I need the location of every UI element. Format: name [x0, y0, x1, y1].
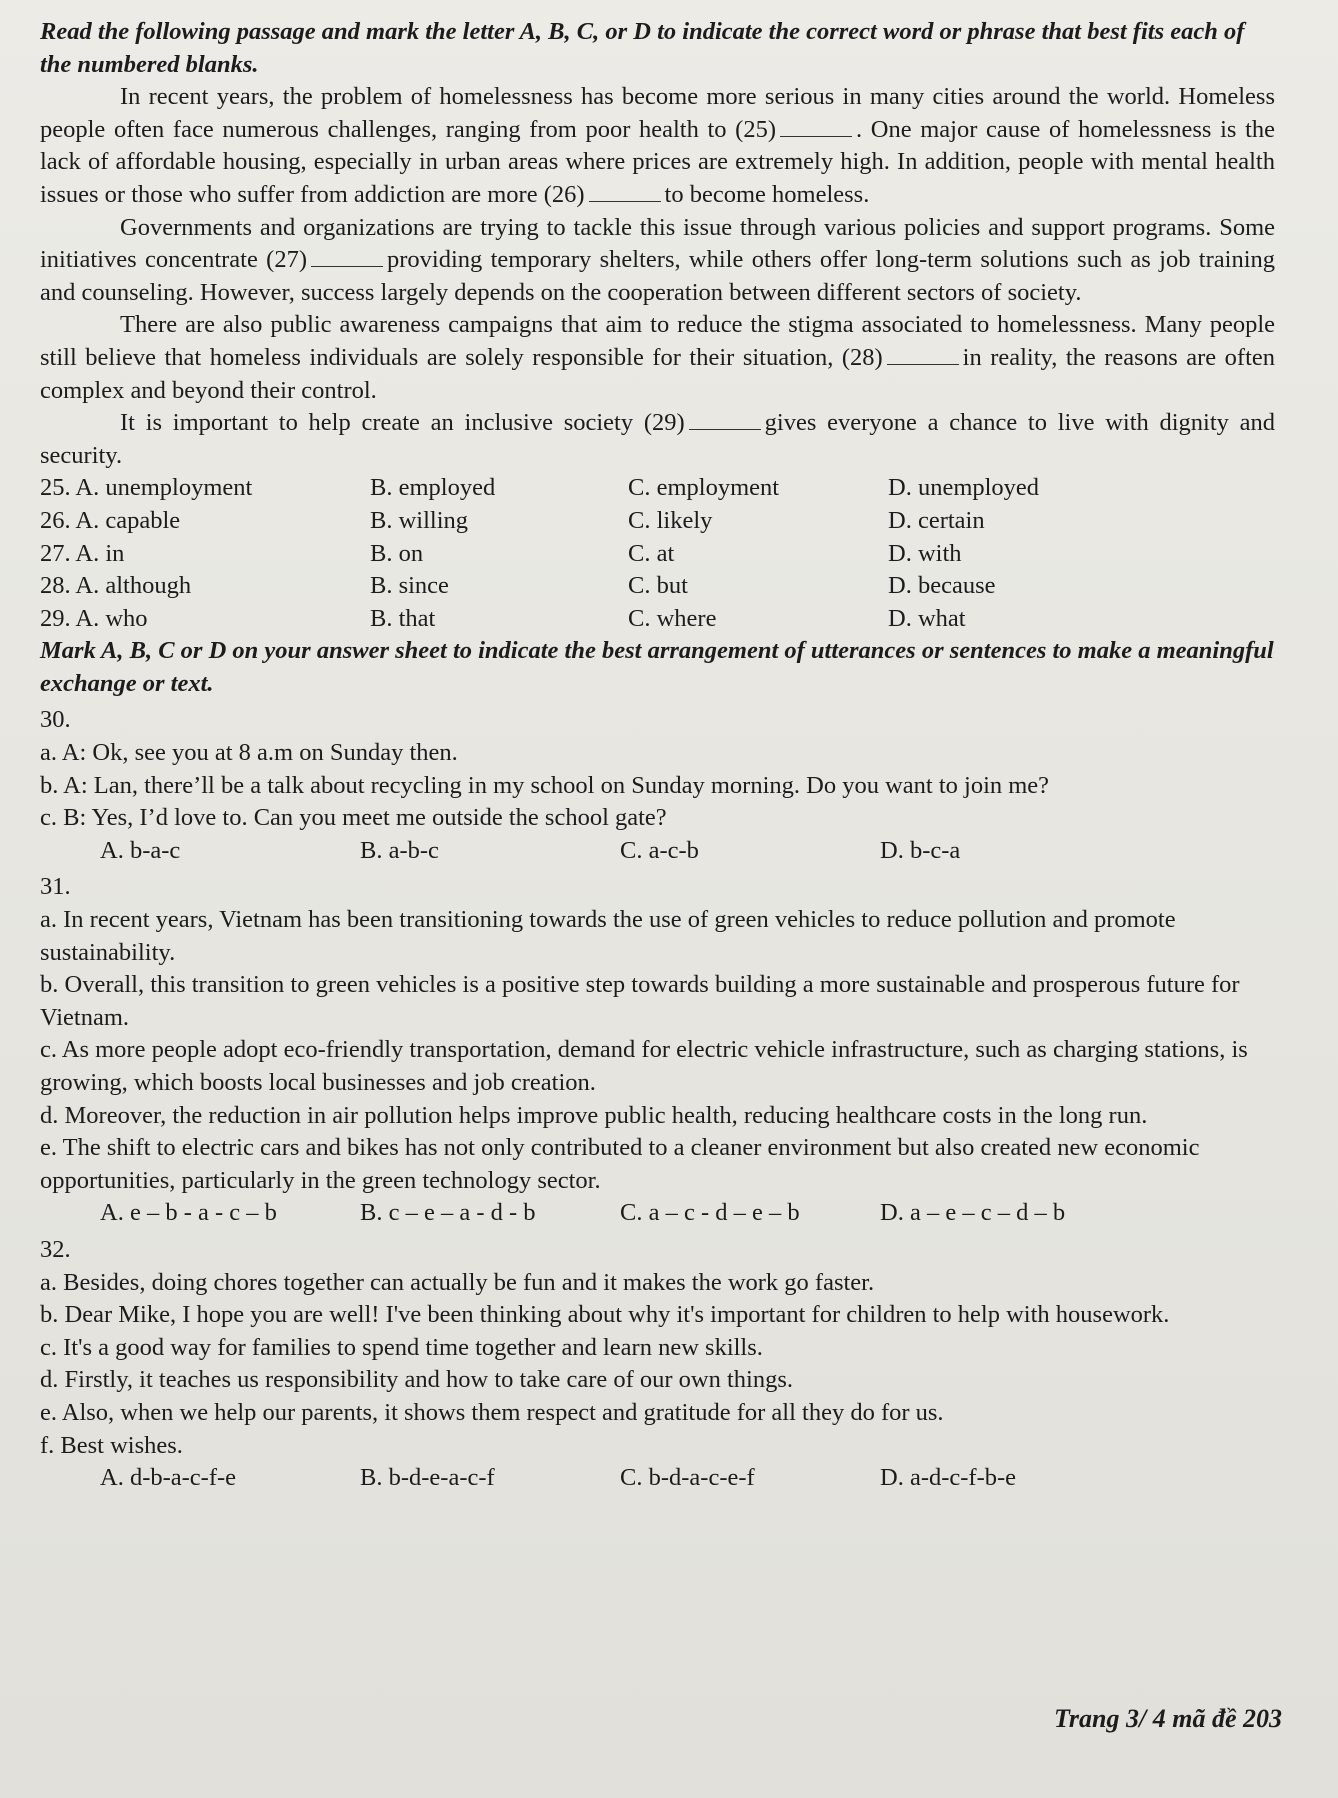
question-number: 31.	[40, 873, 71, 901]
option-c: C. a – c - d – e – b	[620, 1199, 800, 1227]
passage-paragraph-1	[40, 81, 1275, 211]
page-footer: Trang 3/ 4 mã đề 203	[1054, 1704, 1282, 1733]
instruction-reading: Read the following passage and mark the letter A, B, C, or D to indicate the correct word or phrase that best fits each of the numbered blanks.	[40, 18, 1245, 78]
passage-paragraph-2	[40, 212, 1275, 310]
option-c: C. but	[628, 572, 688, 600]
option-d: D. what	[888, 604, 966, 632]
option-a: 29. A. who	[40, 604, 148, 632]
answer-options	[40, 1197, 1275, 1230]
question-26	[40, 505, 1275, 538]
sentence: e. The shift to electric cars and bikes has not only contributed to a cleaner environment but also created new economic opportunities, particularly in the green technology sector.	[40, 1134, 1200, 1194]
option-d: D. because	[888, 572, 996, 600]
option-b: B. on	[370, 539, 424, 567]
sentence: d. Moreover, the reduction in air pollution helps improve public health, reducing healthcare costs in the long run.	[40, 1101, 1148, 1129]
sentence: e. Also, when we help our parents, it shows them respect and gratitude for all they do for us.	[40, 1398, 944, 1426]
blank-28	[887, 346, 959, 365]
option-c: C. likely	[628, 506, 713, 534]
passage-text: Governments and organizations are trying to tackle this issue through various policies and support programs. Some initiatives concentrate (27)	[40, 213, 1275, 274]
fill-questions	[40, 472, 1275, 635]
option-b: B. since	[370, 572, 449, 600]
sentence: b. Overall, this transition to green vehicles is a positive step towards building a more sustainable and prosperous future for Vietnam.	[40, 971, 1240, 1031]
blank-26	[589, 183, 661, 202]
question-29	[40, 603, 1275, 636]
blank-29	[689, 411, 761, 430]
option-b: B. b-d-e-a-c-f	[360, 1464, 495, 1492]
question-25	[40, 472, 1275, 505]
passage-text: In recent years, the problem of homelessness has become more serious in many cities around the world. Homeless people often face numerous challenges, ranging from poor health to (25)	[40, 83, 1275, 143]
option-a: A. d-b-a-c-f-e	[100, 1464, 237, 1492]
utterance: a. A: Ok, see you at 8 a.m on Sunday then.	[40, 739, 458, 767]
passage-text: There are also public awareness campaigns that aim to reduce the stigma associated to homelessness. Many people still believe that homeless individuals are solely responsible for their situation, (28)	[40, 311, 1275, 371]
blank-25	[780, 118, 852, 137]
option-b: B. that	[370, 604, 436, 632]
question-27	[40, 538, 1275, 571]
option-b: B. a-b-c	[360, 836, 439, 864]
passage-text: . One major cause of homelessness is the lack of affordable housing, especially in urban areas where prices are extremely high. In addition, people with mental health issues or those who suffer from addiction are more (26)	[40, 115, 1275, 208]
sentence: c. It's a good way for families to spend time together and learn new skills.	[40, 1333, 763, 1361]
question-31	[40, 871, 1275, 1230]
option-b: B. employed	[370, 474, 496, 502]
sentence: a. Besides, doing chores together can actually be fun and it makes the work go faster.	[40, 1268, 875, 1296]
passage-text: providing temporary shelters, while others offer long-term solutions such as job training and counseling. However, success largely depends on the cooperation between different sectors of society.	[40, 246, 1276, 306]
option-a: A. e – b - a - c – b	[100, 1199, 277, 1227]
passage-text: It is important to help create an inclusive society (29)	[120, 409, 685, 437]
sentence: f. Best wishes.	[40, 1431, 183, 1459]
option-d: D. a-d-c-f-b-e	[880, 1464, 1017, 1492]
option-a: A. b-a-c	[100, 836, 181, 864]
sentence: d. Firstly, it teaches us responsibility and how to take care of our own things.	[40, 1366, 794, 1394]
passage-text: gives everyone a chance to live with dignity and security.	[40, 409, 1276, 469]
option-d: D. with	[888, 539, 962, 567]
question-number: 30.	[40, 706, 71, 734]
option-c: C. b-d-a-c-e-f	[620, 1464, 755, 1492]
option-c: C. where	[628, 604, 717, 632]
option-c: C. employment	[628, 474, 780, 502]
page-content	[40, 16, 1275, 1495]
passage-text: to become homeless.	[664, 180, 870, 208]
sentence: b. Dear Mike, I hope you are well! I've been thinking about why it's important for children to help with housework.	[40, 1301, 1170, 1329]
answer-options	[40, 1462, 1275, 1495]
option-c: C. at	[628, 539, 675, 567]
option-d: D. b-c-a	[880, 836, 961, 864]
option-b: B. willing	[370, 506, 469, 534]
instruction-arrangement: Mark A, B, C or D on your answer sheet to indicate the best arrangement of utterances or sentences to make a meaningful exchange or text.	[40, 637, 1274, 697]
option-a: 28. A. although	[40, 572, 192, 600]
option-d: D. a – e – c – d – b	[880, 1199, 1066, 1227]
passage-paragraph-4	[40, 407, 1275, 472]
passage-paragraph-3	[40, 309, 1275, 407]
passage-text: in reality, the reasons are often complex and beyond their control.	[40, 343, 1275, 404]
answer-options	[40, 835, 1275, 868]
question-28	[40, 570, 1275, 603]
sentence: a. In recent years, Vietnam has been transitioning towards the use of green vehicles to reduce pollution and promote sustainability.	[40, 906, 1176, 966]
question-32	[40, 1234, 1275, 1495]
option-a: 27. A. in	[40, 539, 125, 567]
sentence: c. As more people adopt eco-friendly transportation, demand for electric vehicle infrastructure, such as charging stations, is growing, which boosts local businesses and job creation.	[40, 1036, 1248, 1096]
utterance: c. B: Yes, I’d love to. Can you meet me outside the school gate?	[40, 804, 667, 832]
question-number: 32.	[40, 1235, 71, 1263]
blank-27	[311, 248, 383, 267]
option-b: B. c – e – a - d - b	[360, 1199, 536, 1227]
question-30	[40, 704, 1275, 867]
option-d: D. unemployed	[888, 474, 1040, 502]
option-a: 26. A. capable	[40, 506, 181, 534]
option-a: 25. A. unemployment	[40, 474, 253, 502]
option-d: D. certain	[888, 506, 985, 534]
utterance: b. A: Lan, there’ll be a talk about recycling in my school on Sunday morning. Do you want to join me?	[40, 771, 1050, 799]
option-c: C. a-c-b	[620, 836, 699, 864]
